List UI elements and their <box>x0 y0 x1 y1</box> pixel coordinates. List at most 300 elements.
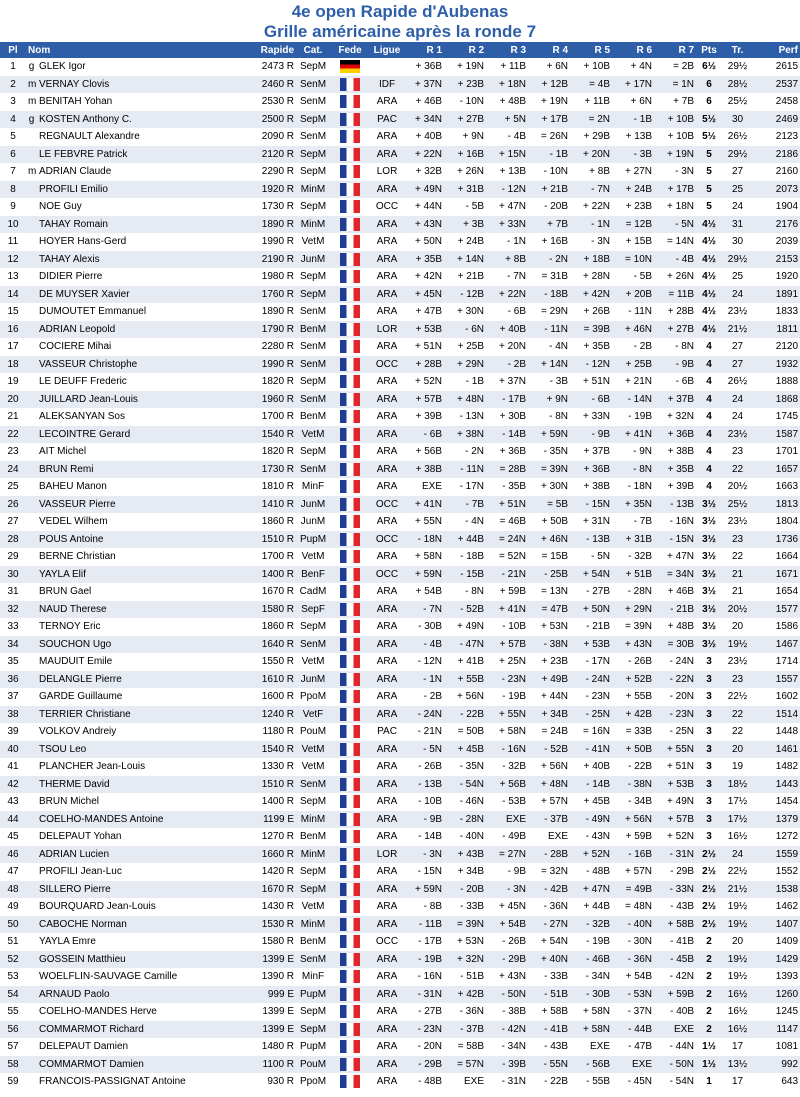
points-cell: 3½ <box>702 621 716 633</box>
name-cell: LE FEBVRE Patrick <box>37 146 246 164</box>
league-cell: ARA <box>370 391 404 409</box>
france-flag-icon <box>340 463 360 476</box>
league-cell: ARA <box>376 1006 398 1018</box>
perf-cell: 1891 <box>753 286 800 304</box>
r1-cell: + 54B <box>415 586 443 598</box>
r3-cell: - 42N <box>486 1021 528 1039</box>
perf-cell: 1813 <box>753 496 800 514</box>
table-row <box>0 478 800 496</box>
tiebreak-cell: 18½ <box>722 776 753 794</box>
r1-cell: - 15N <box>417 866 443 878</box>
rating-cell: 1670 R <box>261 586 295 598</box>
place-cell: 12 <box>0 251 26 269</box>
r4-cell: + 46N <box>528 531 570 549</box>
r1-cell: - 31N <box>404 986 444 1004</box>
tiebreak-cell: 16½ <box>727 831 748 843</box>
name-cell: ARNAUD Paolo <box>37 986 246 1004</box>
table-row <box>0 933 800 951</box>
france-flag-icon <box>340 288 360 301</box>
france-flag-icon <box>340 165 360 178</box>
table-row <box>0 566 800 584</box>
column-header: Pl <box>0 42 26 58</box>
r1-cell: - 10B <box>418 796 443 808</box>
perf-cell: 1932 <box>753 356 800 374</box>
points-cell: 5 <box>696 181 722 199</box>
table-row <box>0 321 800 339</box>
column-header: R 4 <box>528 42 570 58</box>
r5-cell: - 14B <box>570 776 612 794</box>
r7-cell: + 39B <box>667 481 695 493</box>
tiebreak-cell: 22½ <box>727 691 748 703</box>
fede-flag-cell <box>330 1073 370 1091</box>
france-flag-icon <box>340 340 360 353</box>
r2-cell: - 12B <box>444 286 486 304</box>
r2-cell: + 31B <box>444 181 486 199</box>
france-flag-icon <box>340 410 360 423</box>
place-cell: 20 <box>0 391 26 409</box>
place-cell: 13 <box>7 271 19 283</box>
points-cell: 3½ <box>696 566 722 584</box>
r7-cell: = 2B <box>673 61 695 73</box>
r6-cell: = 12B <box>612 216 654 234</box>
place-cell: 18 <box>0 356 26 374</box>
r6-cell: - 30N <box>627 936 653 948</box>
r7-cell: - 33N <box>654 881 696 899</box>
r1-cell: - 29B <box>404 1056 444 1074</box>
tiebreak-cell: 25 <box>731 271 744 283</box>
points-cell: 3 <box>696 706 722 724</box>
title-cell <box>26 636 37 654</box>
fede-flag-cell <box>330 916 370 934</box>
r7-cell: - 15N <box>654 531 696 549</box>
rating-cell: 1390 R <box>261 971 295 983</box>
name-cell: DUMOUTET Emmanuel <box>39 306 147 318</box>
r4-cell: - 22B <box>544 1076 569 1088</box>
r2-cell: + 29N <box>444 356 486 374</box>
place-cell: 44 <box>0 811 26 829</box>
points-cell: 1½ <box>702 1041 716 1053</box>
r7-cell: + 46B <box>667 586 695 598</box>
table-row <box>0 723 800 741</box>
table-row <box>0 338 800 356</box>
column-header: Cat. <box>296 42 330 58</box>
r5-cell: - 1N <box>570 216 612 234</box>
category-cell: BenM <box>296 321 330 339</box>
r6-cell: = 39N <box>625 621 653 633</box>
table-row <box>0 146 800 164</box>
r1-cell: + 49N <box>404 181 444 199</box>
name-cell: AIT Michel <box>39 446 87 458</box>
france-flag-icon <box>340 445 360 458</box>
france-flag-icon <box>340 148 360 161</box>
league-cell: ARA <box>376 796 398 808</box>
place-cell: 2 <box>0 76 26 94</box>
r6-cell: + 17N <box>612 76 654 94</box>
name-cell: COMMARMOT Richard <box>37 1021 246 1039</box>
perf-cell: 1409 <box>775 936 799 948</box>
tiebreak-cell: 23½ <box>727 306 748 318</box>
r6-cell: - 40N <box>612 916 654 934</box>
title-cell <box>26 671 37 689</box>
table-row <box>0 916 800 934</box>
title-cell <box>26 951 37 969</box>
r7-cell: - 3N <box>675 166 695 178</box>
title-cell <box>26 216 37 234</box>
table-row <box>0 111 800 129</box>
r4-cell: - 33B <box>544 971 569 983</box>
r7-cell: - 16N <box>669 516 695 528</box>
r1-cell: - 6B <box>404 426 444 444</box>
column-header: R 6 <box>612 42 654 58</box>
rating-cell: 1410 R <box>246 496 296 514</box>
rating-cell: 1730 R <box>246 461 296 479</box>
perf-cell: 2160 <box>775 166 799 178</box>
table-row <box>0 233 800 251</box>
r6-cell: - 32B <box>628 551 653 563</box>
tiebreak-cell: 23½ <box>727 516 748 528</box>
r1-cell: + 28B <box>404 356 444 374</box>
points-cell: 5½ <box>702 131 716 143</box>
r2-cell: - 52B <box>444 601 486 619</box>
name-cell: VASSEUR Christophe <box>37 356 246 374</box>
r7-cell: + 17B <box>654 181 696 199</box>
league-cell: ARA <box>370 461 404 479</box>
r1-cell: - 11B <box>404 916 444 934</box>
category-cell: MinM <box>296 216 330 234</box>
perf-cell: 1833 <box>775 306 799 318</box>
france-flag-icon <box>340 253 360 266</box>
r4-cell: - 43B <box>544 1041 569 1053</box>
place-cell: 41 <box>7 761 19 773</box>
fede-flag-cell <box>330 111 370 129</box>
place-cell: 21 <box>7 411 19 423</box>
tiebreak-cell: 26½ <box>727 376 748 388</box>
r5-cell: - 41N <box>570 741 612 759</box>
name-cell: TSOU Leo <box>37 741 246 759</box>
fede-flag-cell <box>330 863 370 881</box>
r7-cell: - 5N <box>654 216 696 234</box>
points-cell: 4½ <box>702 236 716 248</box>
tiebreak-cell: 19 <box>731 761 744 773</box>
table-row <box>0 198 800 216</box>
r4-cell: - 18B <box>528 286 570 304</box>
name-cell: DELEPAUT Damien <box>39 1041 129 1053</box>
points-cell: 3 <box>706 691 712 703</box>
rating-cell: 1180 R <box>262 726 295 738</box>
category-cell: JunM <box>296 496 330 514</box>
league-cell: ARA <box>370 881 404 899</box>
league-cell: ARA <box>370 986 404 1004</box>
place-cell: 35 <box>7 656 19 668</box>
table-row <box>0 548 800 566</box>
r6-cell: + 55B <box>625 691 653 703</box>
name-cell: SOUCHON Ugo <box>37 636 246 654</box>
france-flag-icon <box>340 1058 360 1071</box>
name-cell: VOLKOV Andreiy <box>39 726 117 738</box>
name-cell: COELHO-MANDES Herve <box>39 1006 157 1018</box>
column-header: Rapide <box>246 42 296 58</box>
table-row <box>0 443 800 461</box>
name-cell: ADRIAN Leopold <box>37 321 246 339</box>
category-cell: MinM <box>296 811 330 829</box>
r3-cell: = 27N <box>486 846 528 864</box>
r3-cell: + 25N <box>499 656 527 668</box>
tiebreak-cell: 22 <box>731 726 744 738</box>
category-cell: PouM <box>296 1056 330 1074</box>
title-cell <box>26 1003 37 1021</box>
perf-cell: 2073 <box>753 181 800 199</box>
table-row <box>0 93 800 111</box>
table-row <box>0 128 800 146</box>
league-cell: ARA <box>370 216 404 234</box>
title-cell <box>26 128 37 146</box>
league-cell: ARA <box>376 656 398 668</box>
tiebreak-cell: 27 <box>722 356 753 374</box>
r3-cell: = 24N <box>486 531 528 549</box>
table-row <box>0 356 800 374</box>
tiebreak-cell: 29½ <box>727 61 748 73</box>
tiebreak-cell: 16½ <box>722 1021 753 1039</box>
rating-cell: 1420 R <box>261 866 295 878</box>
r2-cell: + 21B <box>457 271 485 283</box>
r5-cell: - 25N <box>570 706 612 724</box>
r5-cell: + 44B <box>583 901 611 913</box>
r5-cell: = 39B <box>570 321 612 339</box>
fede-flag-cell <box>330 1021 370 1039</box>
france-flag-icon <box>340 305 360 318</box>
fede-flag-cell <box>330 93 370 111</box>
r4-cell: + 49B <box>528 671 570 689</box>
r2-cell: + 26N <box>457 166 485 178</box>
category-cell: MinF <box>301 481 325 493</box>
france-flag-icon <box>340 900 360 913</box>
place-cell: 14 <box>0 286 26 304</box>
rating-cell: 1920 R <box>246 181 296 199</box>
points-cell: 2½ <box>696 846 722 864</box>
table-row <box>0 58 800 76</box>
r1-cell: - 27B <box>418 1006 443 1018</box>
r6-cell: + 35N <box>612 496 654 514</box>
r5-cell: + 45B <box>583 796 611 808</box>
r6-cell: + 23B <box>625 201 653 213</box>
r7-cell: + 51N <box>667 761 695 773</box>
r7-cell: - 54N <box>669 1076 695 1088</box>
fede-flag-cell <box>330 408 370 426</box>
rating-cell: 1860 R <box>261 516 295 528</box>
r6-cell: = 33B <box>625 726 653 738</box>
category-cell: SepM <box>299 866 327 878</box>
r1-cell: - 3N <box>404 846 444 864</box>
column-header: Ligue <box>370 42 404 58</box>
category-cell: SepM <box>299 271 327 283</box>
name-cell: FRANCOIS-PASSIGNAT Antoine <box>39 1076 186 1088</box>
r4-cell: - 1B <box>528 146 570 164</box>
r3-cell: - 32B <box>502 761 527 773</box>
r7-cell: - 23N <box>654 706 696 724</box>
table-row <box>0 286 800 304</box>
r1-cell: - 18N <box>404 531 444 549</box>
france-flag-icon <box>340 200 360 213</box>
place-cell: 5 <box>10 131 16 143</box>
tiebreak-cell: 30 <box>722 111 753 129</box>
france-flag-icon <box>340 1040 360 1053</box>
r1-cell: + 40B <box>415 131 443 143</box>
r5-cell: - 24N <box>570 671 612 689</box>
perf-cell: 2039 <box>775 236 799 248</box>
place-cell: 7 <box>10 166 16 178</box>
place-cell: 15 <box>7 306 19 318</box>
league-cell: ARA <box>376 691 398 703</box>
tiebreak-cell: 29½ <box>722 251 753 269</box>
r6-cell: + 24B <box>612 181 654 199</box>
place-cell: 32 <box>0 601 26 619</box>
r6-cell: - 2B <box>633 341 653 353</box>
name-cell: DE MUYSER Xavier <box>37 286 246 304</box>
perf-cell: 2537 <box>753 76 800 94</box>
r5-cell: - 55B <box>586 1076 611 1088</box>
r3-cell: - 2B <box>486 356 528 374</box>
r6-cell: + 21N <box>625 376 653 388</box>
france-flag-icon <box>340 375 360 388</box>
r2-cell: + 3B <box>444 216 486 234</box>
category-cell: MinM <box>296 916 330 934</box>
points-cell: 3 <box>696 671 722 689</box>
tiebreak-cell: 17 <box>731 1041 744 1053</box>
fede-flag-cell <box>330 373 370 391</box>
r5-cell: EXE <box>590 1041 611 1053</box>
title-cell <box>26 478 37 496</box>
r3-cell: + 47N <box>499 201 527 213</box>
place-cell: 33 <box>7 621 19 633</box>
league-cell: ARA <box>376 971 398 983</box>
table-row <box>0 776 800 794</box>
place-cell: 57 <box>7 1041 19 1053</box>
table-row <box>0 251 800 269</box>
table-row <box>0 1021 800 1039</box>
r6-cell: - 8N <box>612 461 654 479</box>
france-flag-icon <box>340 428 360 441</box>
title-cell <box>26 811 37 829</box>
place-cell: 49 <box>7 901 19 913</box>
r4-cell: + 58B <box>541 1006 569 1018</box>
r2-cell: - 11N <box>444 461 486 479</box>
r3-cell: + 56B <box>486 776 528 794</box>
place-cell: 54 <box>0 986 26 1004</box>
category-cell: SenM <box>296 391 330 409</box>
r5-cell: - 7N <box>570 181 612 199</box>
points-cell: 2 <box>696 951 722 969</box>
league-cell: ARA <box>370 426 404 444</box>
rating-cell: 1660 R <box>246 846 296 864</box>
r4-cell: + 17B <box>528 111 570 129</box>
rating-cell: 1980 R <box>261 271 295 283</box>
rating-cell: 1540 R <box>246 426 296 444</box>
title-cell <box>26 146 37 164</box>
france-flag-icon <box>340 725 360 738</box>
league-cell: ARA <box>370 811 404 829</box>
name-cell: BERNE Christian <box>39 551 116 563</box>
r2-cell: + 56N <box>457 691 485 703</box>
points-cell: 4½ <box>696 286 722 304</box>
r1-cell: - 23N <box>404 1021 444 1039</box>
rating-cell: 1100 R <box>246 1056 296 1074</box>
fede-flag-cell <box>330 286 370 304</box>
league-cell: ARA <box>370 636 404 654</box>
league-cell: ARA <box>370 601 404 619</box>
table-row <box>0 793 800 811</box>
r5-cell: - 5N <box>591 551 611 563</box>
name-cell: TERNOY Eric <box>39 621 101 633</box>
r6-cell: - 28N <box>627 586 653 598</box>
title-cell <box>26 653 37 671</box>
league-cell: ARA <box>376 761 398 773</box>
r2-cell: + 24B <box>457 236 485 248</box>
rating-cell: 1990 R <box>246 356 296 374</box>
france-flag-icon <box>340 515 360 528</box>
title-cell <box>26 426 37 444</box>
fede-flag-cell <box>330 303 370 321</box>
r5-cell: + 11B <box>584 96 611 108</box>
title-cell <box>26 1073 37 1091</box>
r6-cell: - 53N <box>612 986 654 1004</box>
category-cell: SenM <box>296 636 330 654</box>
title-cell <box>26 286 37 304</box>
r6-cell: = 10N <box>612 251 654 269</box>
tiebreak-cell: 20 <box>731 621 744 633</box>
r1-cell: + 34N <box>404 111 444 129</box>
r1-cell: - 5N <box>404 741 444 759</box>
league-cell: ARA <box>370 146 404 164</box>
name-cell: LECOINTRE Gerard <box>37 426 246 444</box>
r6-cell: + 4N <box>630 61 653 73</box>
r3-cell: - 4B <box>507 131 527 143</box>
r2-cell: - 8N <box>465 586 485 598</box>
r1-cell: + 58N <box>415 551 443 563</box>
league-cell: ARA <box>370 286 404 304</box>
r7-cell: + 35B <box>654 461 696 479</box>
r3-cell: + 30B <box>499 411 527 423</box>
r4-cell: = 39N <box>528 461 570 479</box>
france-flag-icon <box>340 620 360 633</box>
rating-cell: 1700 R <box>261 551 295 563</box>
column-header: R 5 <box>570 42 612 58</box>
title-cell: g <box>26 111 37 129</box>
perf-cell: 992 <box>753 1056 800 1074</box>
table-row <box>0 496 800 514</box>
name-cell: YAYLA Elif <box>37 566 246 584</box>
name-cell: SILLERO Pierre <box>37 881 246 899</box>
r6-cell: - 18N <box>627 481 653 493</box>
france-flag-icon <box>340 218 360 231</box>
category-cell: SepM <box>299 446 327 458</box>
r7-cell: + 26N <box>667 271 695 283</box>
r1-cell: + 53B <box>404 321 444 339</box>
r3-cell: = 52N <box>499 551 527 563</box>
column-header: R 1 <box>404 42 444 58</box>
points-cell: 6½ <box>702 61 716 73</box>
perf-cell: 1443 <box>753 776 800 794</box>
title-cell <box>26 846 37 864</box>
r2-cell: - 6N <box>444 321 486 339</box>
rating-cell: 1510 R <box>246 776 296 794</box>
tiebreak-cell: 17½ <box>727 796 748 808</box>
fede-flag-cell <box>330 688 370 706</box>
r4-cell: + 40N <box>528 951 570 969</box>
rating-cell: 1580 R <box>261 936 295 948</box>
r2-cell: + 43B <box>444 846 486 864</box>
table-row <box>0 76 800 94</box>
r3-cell: - 3N <box>486 881 528 899</box>
